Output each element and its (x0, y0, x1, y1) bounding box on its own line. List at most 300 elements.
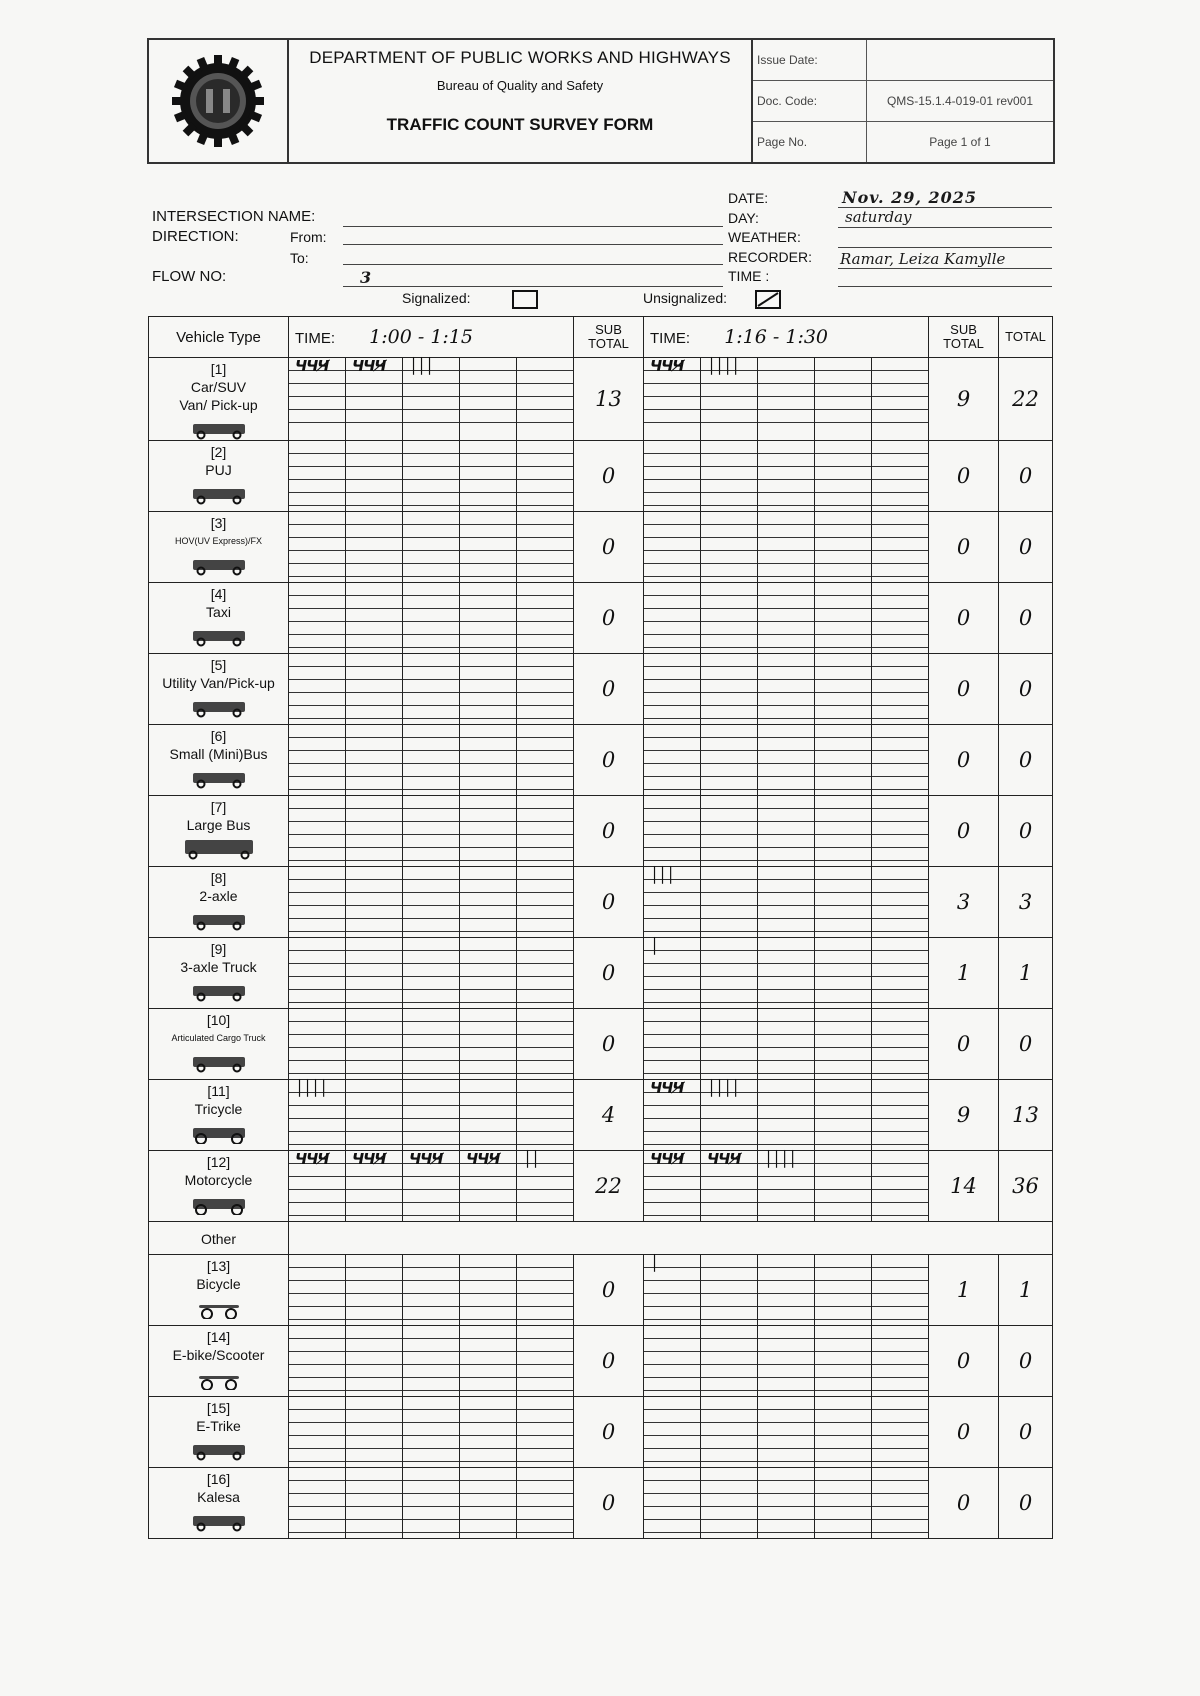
tally-cell[interactable] (517, 1255, 574, 1326)
tally-lines (644, 441, 700, 511)
tally-cell[interactable] (644, 938, 701, 1009)
tally-cell[interactable] (346, 1326, 403, 1397)
vehicle-class-number: [12] (206, 1154, 231, 1170)
time-line[interactable] (838, 286, 1052, 287)
tally-cell[interactable] (517, 1009, 574, 1080)
tally-lines (872, 654, 928, 724)
tally-cell[interactable] (517, 1397, 574, 1468)
table-row (149, 796, 1053, 867)
tally-lines (644, 1326, 700, 1396)
tally-cell[interactable] (346, 1397, 403, 1468)
tally-cell[interactable] (758, 796, 815, 867)
tally-cell[interactable] (815, 796, 872, 867)
tally-cell[interactable] (403, 867, 460, 938)
tally-lines (403, 725, 459, 795)
vehicle-type-cell (149, 1255, 289, 1326)
tally-cell[interactable] (289, 1468, 346, 1539)
tally-lines (403, 583, 459, 653)
intersection-label: INTERSECTION NAME: (152, 208, 316, 225)
tally-cell[interactable] (758, 1255, 815, 1326)
tally-cell[interactable] (289, 1151, 346, 1222)
tally-cell[interactable] (403, 1326, 460, 1397)
tally-cell[interactable] (872, 1080, 929, 1151)
tally-lines (346, 938, 402, 1008)
truck-icon (179, 978, 259, 1002)
tally-lines (758, 796, 814, 866)
vehicle-type-cell (149, 796, 289, 867)
tally-cell[interactable] (289, 1397, 346, 1468)
tally-cell[interactable] (758, 938, 815, 1009)
doc-meta (753, 40, 1053, 162)
tally-lines (460, 441, 516, 511)
tally-cell[interactable] (517, 512, 574, 583)
tally-cell[interactable] (403, 1151, 460, 1222)
tally-cell[interactable] (815, 725, 872, 796)
tally-lines (815, 725, 871, 795)
tally-lines (758, 1468, 814, 1538)
tally-lines (644, 1397, 700, 1467)
vehicle-class-number: [1] (210, 361, 227, 377)
tally-lines (517, 441, 573, 511)
tally-cell[interactable] (872, 1009, 929, 1080)
tally-cell[interactable] (403, 796, 460, 867)
tally-lines (758, 867, 814, 937)
tally-cell[interactable] (872, 441, 929, 512)
tally-lines (758, 358, 814, 440)
subtotal2-line2: TOTAL (943, 336, 984, 351)
tally-lines (346, 725, 402, 795)
tally-cell[interactable] (346, 1151, 403, 1222)
table-body (149, 358, 1053, 1539)
tally-cell[interactable] (644, 441, 701, 512)
tally-lines (346, 654, 402, 724)
tally-cell[interactable] (460, 1326, 517, 1397)
pickup-icon (179, 694, 259, 718)
tally-cell[interactable] (289, 1009, 346, 1080)
tally-cell[interactable] (872, 796, 929, 867)
subtotal-2-value: 9 (929, 358, 999, 441)
taxi-icon (179, 623, 259, 647)
tally-cell[interactable] (289, 1255, 346, 1326)
tally-cell[interactable] (517, 725, 574, 796)
vehicle-type-cell (149, 583, 289, 654)
tally-cell[interactable] (289, 796, 346, 867)
tally-cell[interactable] (758, 1151, 815, 1222)
tally-cell[interactable] (289, 867, 346, 938)
tally-cell[interactable] (346, 654, 403, 725)
tally-lines (758, 654, 814, 724)
tally-cell[interactable] (403, 441, 460, 512)
tally-lines (872, 1468, 928, 1538)
tally-marks: ││││ (295, 1079, 328, 1097)
tally-cell[interactable] (701, 1397, 758, 1468)
subtotal-2-value: 1 (929, 938, 999, 1009)
vehicle-class-number: [15] (206, 1400, 231, 1416)
tally-cell[interactable] (815, 654, 872, 725)
tally-lines (403, 1397, 459, 1467)
tally-cell[interactable] (872, 1397, 929, 1468)
doc-code-label: Doc. Code: (753, 81, 867, 121)
tally-cell[interactable] (289, 583, 346, 654)
vehicle-type-name: HOV(UV Express)/FX (174, 536, 262, 546)
subtotal-1-value: 0 (574, 867, 644, 938)
tally-lines (815, 796, 871, 866)
tally-cell[interactable] (872, 583, 929, 654)
tally-cell[interactable] (644, 1326, 701, 1397)
col-vehicle-type: Vehicle Type (149, 317, 289, 358)
total-value: 0 (999, 654, 1053, 725)
vehicle-class-number: [4] (210, 586, 227, 602)
subtotal-1-value: 0 (574, 1397, 644, 1468)
tally-cell[interactable] (872, 654, 929, 725)
tally-lines (644, 1009, 700, 1079)
tally-marks: │ (650, 1254, 659, 1272)
tally-cell[interactable] (517, 1468, 574, 1539)
tally-cell[interactable] (758, 1468, 815, 1539)
tally-lines (346, 1468, 402, 1538)
tally-cell[interactable] (460, 358, 517, 441)
tally-cell[interactable] (289, 725, 346, 796)
tally-cell[interactable] (346, 938, 403, 1009)
unsignalized-checkbox[interactable] (755, 290, 781, 309)
tally-lines (701, 1326, 757, 1396)
tally-lines (403, 1255, 459, 1325)
tricycle-icon (179, 1120, 259, 1144)
tally-cell[interactable] (872, 1151, 929, 1222)
tally-cell[interactable] (517, 654, 574, 725)
tally-cell[interactable] (644, 1009, 701, 1080)
tally-cell[interactable] (517, 1151, 574, 1222)
tally-cell[interactable] (758, 725, 815, 796)
tally-cell[interactable] (701, 654, 758, 725)
tally-cell[interactable] (758, 583, 815, 654)
tally-cell[interactable] (644, 796, 701, 867)
tally-cell[interactable] (815, 1009, 872, 1080)
table-row (149, 583, 1053, 654)
tally-lines (815, 1397, 871, 1467)
table-row (149, 512, 1053, 583)
tally-cell[interactable] (460, 1468, 517, 1539)
tally-cell[interactable] (815, 583, 872, 654)
tally-lines (289, 867, 345, 937)
tally-lines (460, 654, 516, 724)
gear-seal-icon (168, 51, 268, 151)
tally-cell[interactable] (701, 583, 758, 654)
tally-cell[interactable] (701, 1326, 758, 1397)
tally-lines (289, 1326, 345, 1396)
tally-cell[interactable] (289, 358, 346, 441)
tally-cell[interactable] (872, 938, 929, 1009)
tally-lines (815, 654, 871, 724)
day-line[interactable] (838, 227, 1052, 228)
tally-lines (289, 1255, 345, 1325)
tally-lines (517, 1255, 573, 1325)
subtotal-2-value: 9 (929, 1080, 999, 1151)
tally-cell[interactable] (403, 1255, 460, 1326)
total-value: 0 (999, 1326, 1053, 1397)
tally-lines (644, 583, 700, 653)
tally-cell[interactable] (701, 512, 758, 583)
tally-cell[interactable] (758, 358, 815, 441)
tally-cell[interactable] (346, 867, 403, 938)
tally-cell[interactable] (815, 1326, 872, 1397)
total-value: 0 (999, 1468, 1053, 1539)
to-line[interactable] (343, 264, 723, 265)
tally-lines (346, 583, 402, 653)
tally-cell[interactable] (460, 867, 517, 938)
tally-cell[interactable] (644, 583, 701, 654)
tally-cell[interactable] (403, 725, 460, 796)
intersection-line[interactable] (343, 226, 723, 227)
tally-cell[interactable] (346, 358, 403, 441)
tally-cell[interactable] (460, 725, 517, 796)
tally-cell[interactable] (758, 1080, 815, 1151)
total-value: 0 (999, 1397, 1053, 1468)
subtotal-1-value: 0 (574, 583, 644, 654)
tally-lines (403, 1009, 459, 1079)
tally-cell[interactable] (460, 583, 517, 654)
vehicle-class-number: [8] (210, 870, 227, 886)
tally-cell[interactable] (701, 725, 758, 796)
signalized-checkbox[interactable] (512, 290, 538, 309)
tally-lines (460, 1009, 516, 1079)
tally-lines (815, 358, 871, 440)
subtotal-2-value: 0 (929, 654, 999, 725)
subtotal-2-value: 3 (929, 867, 999, 938)
tally-cell[interactable] (758, 441, 815, 512)
tally-cell[interactable] (403, 512, 460, 583)
tally-cell[interactable] (758, 1397, 815, 1468)
tally-cell[interactable] (644, 358, 701, 441)
tally-lines (701, 725, 757, 795)
tally-lines (815, 441, 871, 511)
tally-cell[interactable] (701, 867, 758, 938)
tally-cell[interactable] (517, 867, 574, 938)
tally-cell[interactable] (701, 358, 758, 441)
tally-cell[interactable] (460, 512, 517, 583)
vehicle-type-cell (149, 1397, 289, 1468)
tally-cell[interactable] (517, 796, 574, 867)
tally-cell[interactable] (644, 654, 701, 725)
tally-cell[interactable] (346, 725, 403, 796)
time1-value: 1:00 - 1:15 (369, 326, 474, 348)
tally-lines (758, 725, 814, 795)
tally-cell[interactable] (758, 867, 815, 938)
subtotal-1-value: 13 (574, 358, 644, 441)
truck-icon (179, 907, 259, 931)
weather-label: WEATHER: (728, 229, 801, 245)
vehicle-type-name: Bicycle (196, 1276, 241, 1292)
tally-cell[interactable] (644, 1255, 701, 1326)
vehicle-type-name: Tricycle (194, 1101, 243, 1117)
tally-cell[interactable] (289, 441, 346, 512)
table-row (149, 1009, 1053, 1080)
tally-marks: ЧЧЧ̸ (295, 1150, 329, 1168)
table-row (149, 1468, 1053, 1539)
tally-cell[interactable] (701, 796, 758, 867)
tally-cell[interactable] (701, 1080, 758, 1151)
vehicle-type-name: Taxi (206, 604, 231, 620)
tally-cell[interactable] (872, 1255, 929, 1326)
tally-cell[interactable] (644, 1151, 701, 1222)
tally-cell[interactable] (644, 725, 701, 796)
tally-cell[interactable] (289, 1080, 346, 1151)
tally-marks: ЧЧЧ̸ (650, 357, 684, 375)
tally-cell[interactable] (460, 938, 517, 1009)
tally-cell[interactable] (403, 938, 460, 1009)
tally-cell[interactable] (644, 867, 701, 938)
tally-cell[interactable] (346, 796, 403, 867)
tally-cell[interactable] (815, 358, 872, 441)
tally-cell[interactable] (460, 1080, 517, 1151)
tally-cell[interactable] (701, 938, 758, 1009)
tally-lines (815, 583, 871, 653)
vehicle-type-name-2: Van/ Pick-up (179, 397, 258, 413)
tally-cell[interactable] (289, 654, 346, 725)
tally-cell[interactable] (872, 358, 929, 441)
tally-lines (403, 938, 459, 1008)
subtotal-2-value: 0 (929, 583, 999, 654)
vehicle-type-name: Large Bus (186, 817, 251, 833)
tally-cell[interactable] (346, 1255, 403, 1326)
tally-cell[interactable] (701, 441, 758, 512)
subtotal1-line2: TOTAL (588, 336, 629, 351)
vehicle-type-name: 2-axle (199, 888, 238, 904)
tally-cell[interactable] (517, 583, 574, 654)
tally-lines (346, 512, 402, 582)
tally-cell[interactable] (460, 441, 517, 512)
tally-cell[interactable] (815, 441, 872, 512)
tally-cell[interactable] (460, 654, 517, 725)
table-row (149, 654, 1053, 725)
tally-cell[interactable] (346, 512, 403, 583)
tally-cell[interactable] (872, 512, 929, 583)
tally-cell[interactable] (403, 1468, 460, 1539)
tally-cell[interactable] (346, 583, 403, 654)
vehicle-type-cell (149, 725, 289, 796)
tally-cell[interactable] (644, 512, 701, 583)
tally-cell[interactable] (872, 1468, 929, 1539)
tally-cell[interactable] (701, 1255, 758, 1326)
tally-cell[interactable] (815, 1255, 872, 1326)
vehicle-type-cell (149, 358, 289, 441)
tally-cell[interactable] (758, 1326, 815, 1397)
kalesa-icon (179, 1508, 259, 1532)
subtotal-2-value: 0 (929, 725, 999, 796)
tally-cell[interactable] (701, 1151, 758, 1222)
tally-lines (403, 654, 459, 724)
tally-cell[interactable] (460, 1255, 517, 1326)
tally-cell[interactable] (701, 1009, 758, 1080)
tally-cell[interactable] (701, 1468, 758, 1539)
tally-cell[interactable] (403, 583, 460, 654)
tally-cell[interactable] (403, 1009, 460, 1080)
vehicle-class-number: [14] (206, 1329, 231, 1345)
tally-lines (460, 583, 516, 653)
tally-cell[interactable] (460, 796, 517, 867)
tally-cell[interactable] (346, 441, 403, 512)
tally-lines (872, 1397, 928, 1467)
vehicle-type-name: Kalesa (197, 1489, 240, 1505)
tally-cell[interactable] (517, 1080, 574, 1151)
tally-marks: ││││ (764, 1150, 797, 1168)
tally-lines (460, 1326, 516, 1396)
tally-cell[interactable] (403, 1080, 460, 1151)
tally-cell[interactable] (517, 441, 574, 512)
tally-cell[interactable] (460, 1151, 517, 1222)
tally-lines (517, 1397, 573, 1467)
tally-cell[interactable] (517, 938, 574, 1009)
tally-cell[interactable] (815, 938, 872, 1009)
tally-lines (460, 938, 516, 1008)
tally-cell[interactable] (289, 1326, 346, 1397)
tally-lines (815, 938, 871, 1008)
cargo-truck-icon (179, 1049, 259, 1073)
flow-line[interactable] (343, 286, 723, 287)
bicycle-icon (179, 1295, 259, 1319)
tally-cell[interactable] (758, 654, 815, 725)
tally-cell[interactable] (815, 1397, 872, 1468)
tally-lines (403, 512, 459, 582)
weather-line[interactable] (838, 247, 1052, 248)
tally-cell[interactable] (815, 1080, 872, 1151)
tally-cell[interactable] (460, 1397, 517, 1468)
tally-lines (815, 1151, 871, 1221)
tally-cell[interactable] (346, 1080, 403, 1151)
tally-cell[interactable] (872, 725, 929, 796)
tally-lines (403, 867, 459, 937)
tally-cell[interactable] (346, 1009, 403, 1080)
tally-cell[interactable] (815, 512, 872, 583)
tally-cell[interactable] (644, 1468, 701, 1539)
issue-date-label: Issue Date: (753, 40, 867, 80)
tally-cell[interactable] (517, 358, 574, 441)
motorcycle-icon (179, 1191, 259, 1215)
tally-cell[interactable] (346, 1468, 403, 1539)
tally-cell[interactable] (758, 512, 815, 583)
tally-cell[interactable] (815, 1151, 872, 1222)
subtotal-1-value: 0 (574, 1326, 644, 1397)
recorder-line[interactable] (838, 268, 1052, 269)
table-row (149, 1326, 1053, 1397)
tally-cell[interactable] (872, 1326, 929, 1397)
bureau-name: Bureau of Quality and Safety (436, 78, 604, 93)
total-value: 0 (999, 583, 1053, 654)
tally-cell[interactable] (403, 1397, 460, 1468)
tally-cell[interactable] (289, 512, 346, 583)
page-no-value: Page 1 of 1 (929, 135, 991, 149)
tally-lines (517, 583, 573, 653)
vehicle-type-cell (149, 938, 289, 1009)
tally-cell[interactable] (815, 867, 872, 938)
tally-lines (872, 358, 928, 440)
tally-cell[interactable] (403, 654, 460, 725)
tally-cell[interactable] (758, 1009, 815, 1080)
tally-cell[interactable] (644, 1080, 701, 1151)
table-row (149, 867, 1053, 938)
from-line[interactable] (343, 244, 723, 245)
tally-cell[interactable] (644, 1397, 701, 1468)
tally-cell[interactable] (460, 1009, 517, 1080)
tally-cell[interactable] (403, 358, 460, 441)
tally-lines (289, 583, 345, 653)
tally-cell[interactable] (517, 1326, 574, 1397)
tally-cell[interactable] (289, 938, 346, 1009)
tally-lines (701, 796, 757, 866)
tally-cell[interactable] (815, 1468, 872, 1539)
tally-cell[interactable] (872, 867, 929, 938)
tally-lines (460, 1468, 516, 1538)
